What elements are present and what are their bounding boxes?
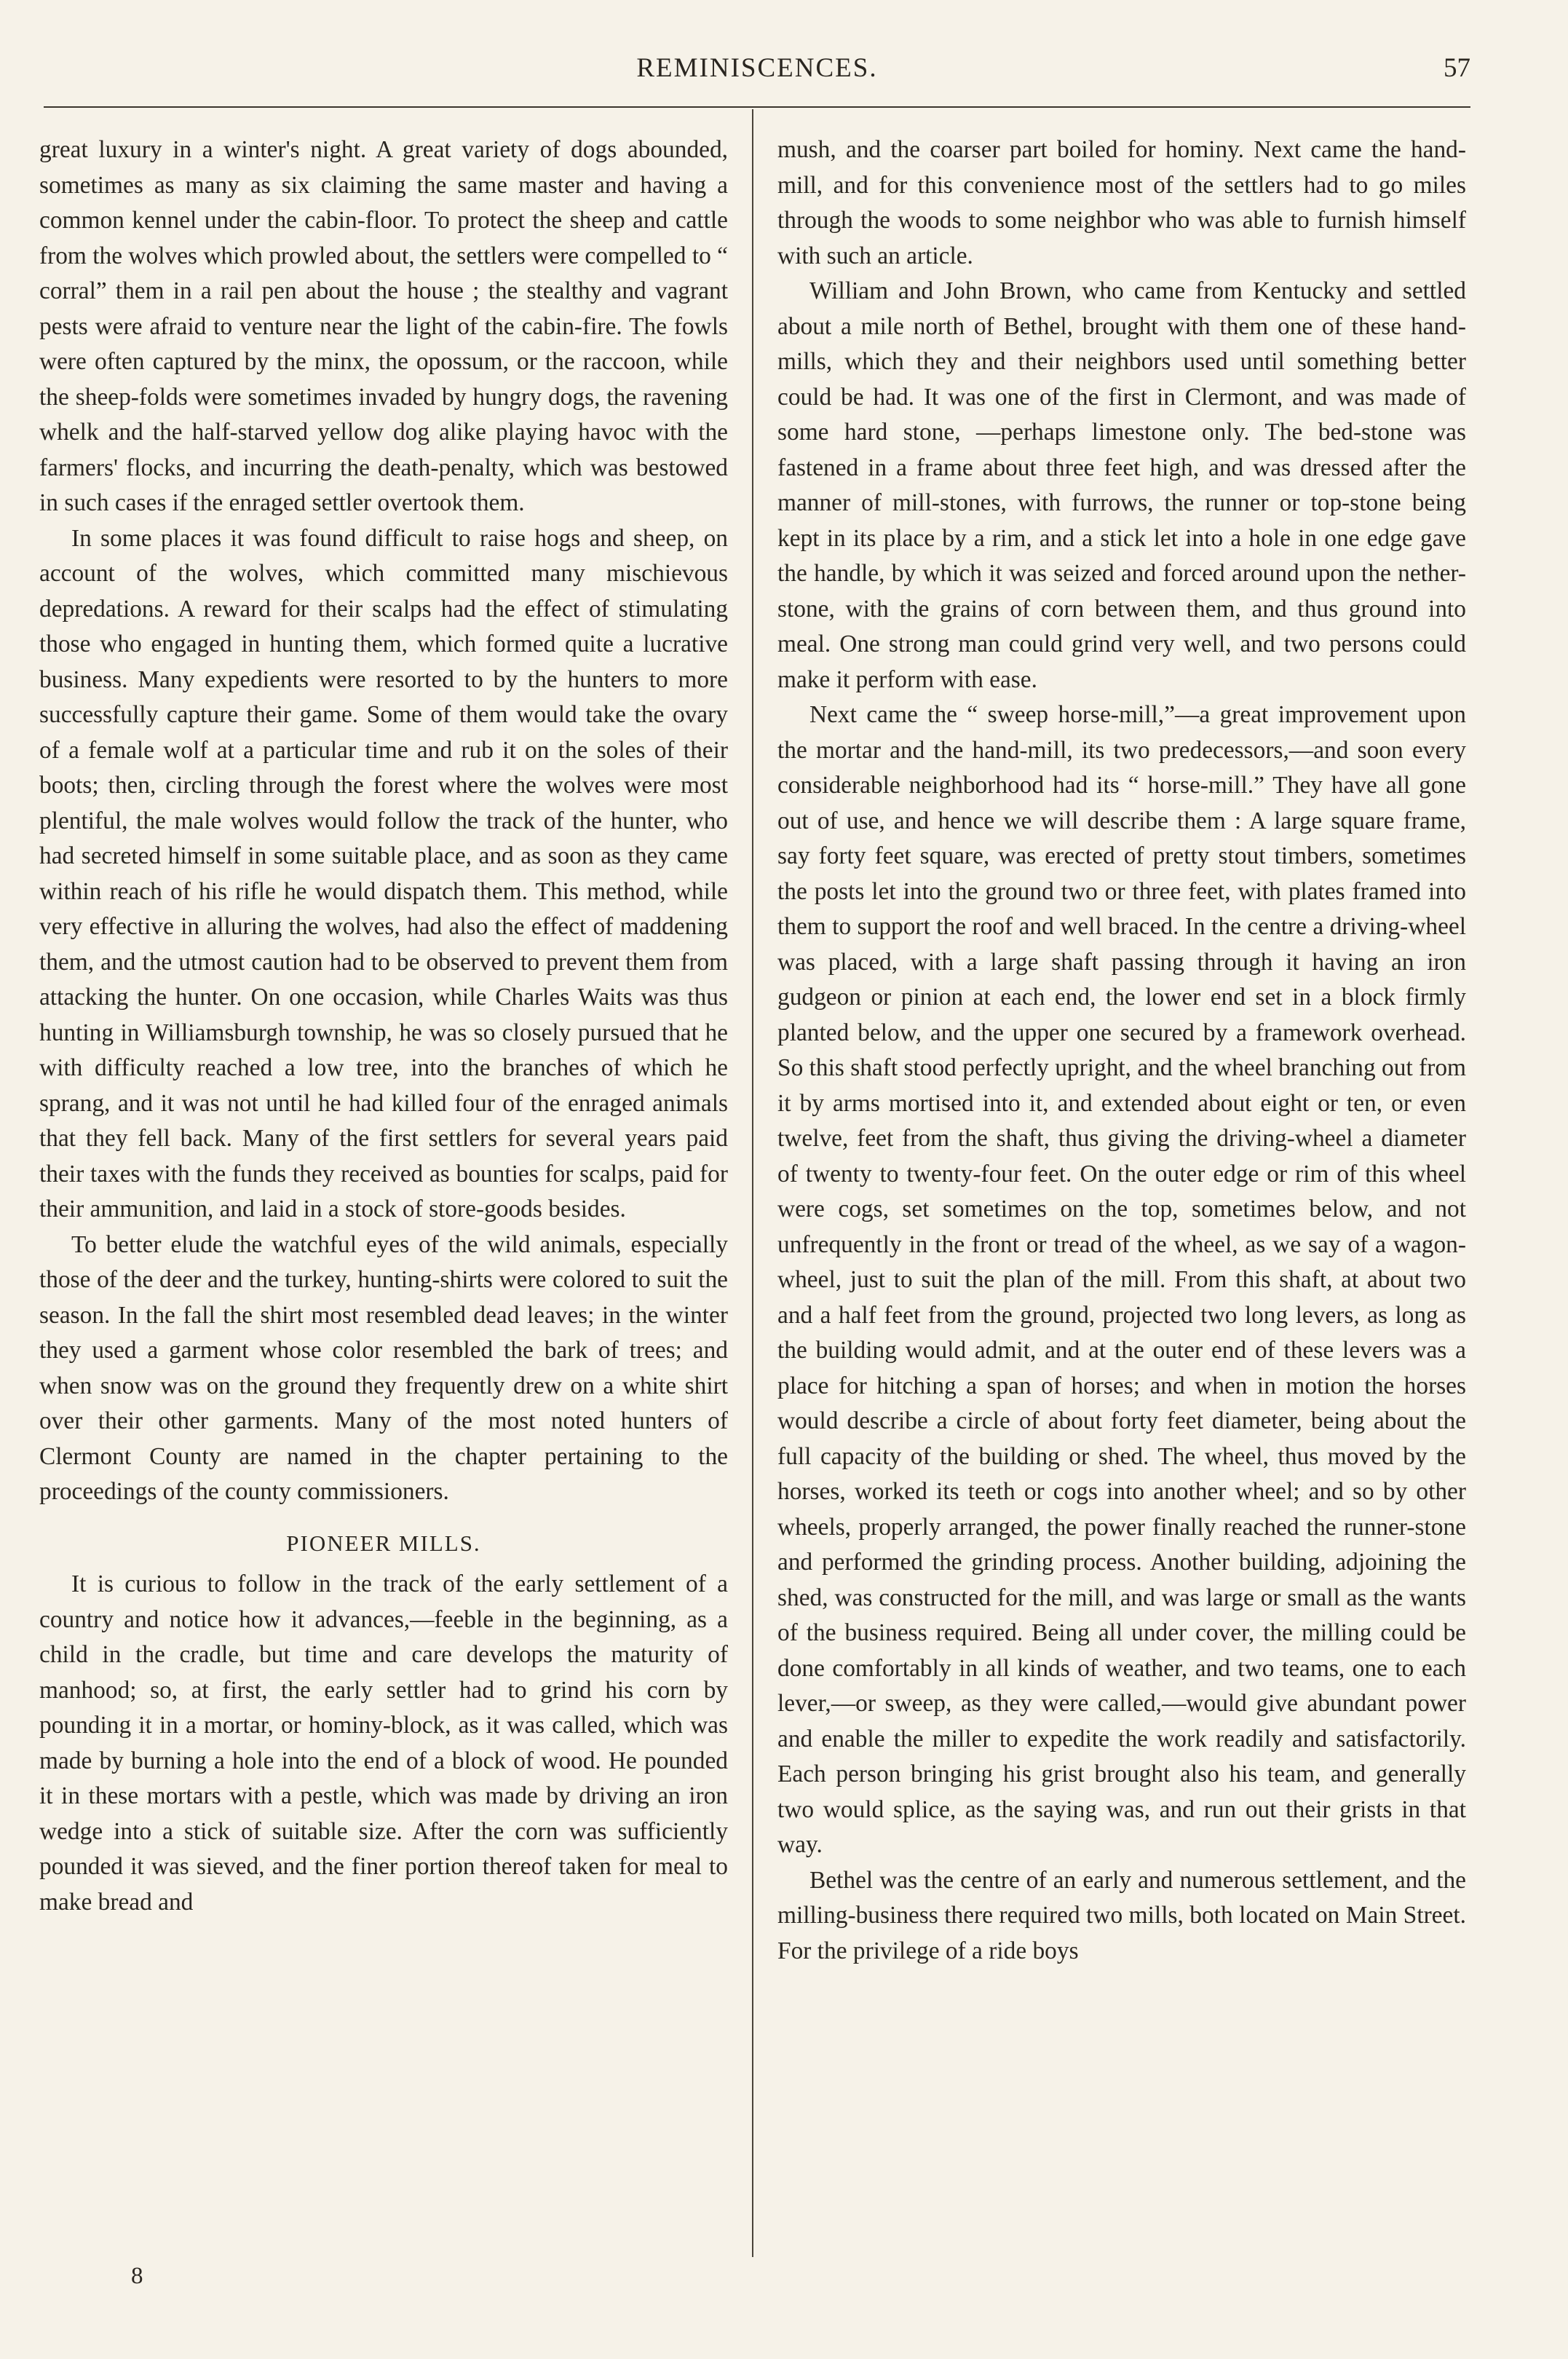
running-head: REMINISCENCES. xyxy=(636,53,878,83)
signature-mark: 8 xyxy=(131,2263,143,2289)
paragraph: To better elude the watchful eyes of the wild animals, especially those of the deer and the turkey, hunting-shirts were colored to suit the season. In the fall the shirt most resembled dead leaves; in the winter they used a garment whose color resembled the bark of trees; and when snow was on the ground they frequently drew on a white shirt over their other garments. Many of the most noted hunters of Clermont County are named in the chapter pertaining to the proceedings of the county commissioners. xyxy=(39,1230,728,1505)
paragraph: It is curious to follow in the track of the early settlement of a country and notice how it advances,—feeble in the beginning, as a child in the cradle, but time and care develops the maturity of manhood; so, at first, the early settler had to grind his corn by pounding it in a mortar, or hominy-block, as it was called, which was made by burning a hole into the end of a block of wood. He pounded it in these mortars with a pestle, which was made by driving an iron wedge into a stick of suitable size. After the corn was sufficiently pounded it was sieved, and the finer portion thereof taken for meal to make bread and xyxy=(39,1570,728,1916)
left-column xyxy=(39,133,728,1920)
paragraph: In some places it was found difficult to raise hogs and sheep, on account of the wolves, which committed many mischievous depredations. A reward for their scalps had the effect of stimulating those who engaged in hunting them, which formed quite a lucrative business. Many expedients were resorted to by the hunters to more successfully capture their game. Some of them would take the ovary of a female wolf at a particular time and rub it on the soles of their boots; then, circling through the forest where the wolves were most plentiful, the male wolves would follow the track of the hunter, who had secreted himself in some suitable place, and as soon as they came within reach of his rifle he would dispatch them. This method, while very effective in alluring the wolves, had also the effect of maddening them, and the utmost caution had to be observed to prevent them from attacking the hunter. On one occasion, while Charles Waits was thus hunting in Williamsburgh township, he was so closely pursued that he with difficulty reached a low tree, into the branches of which he sprang, and it was not until he had killed four of the enraged animals that they fell back. Many of the first settlers for several years paid their taxes with the funds they received as bounties for scalps, paid for their ammunition, and laid in a stock of store-goods besides. xyxy=(39,524,728,1222)
paragraph: Bethel was the centre of an early and numerous settlement, and the milling-business there required two mills, both located on Main Street. For the privilege of a ride boys xyxy=(777,1866,1466,1964)
header-rule xyxy=(44,106,1470,108)
page-number: 57 xyxy=(1444,53,1470,83)
column-divider xyxy=(752,109,753,2257)
paragraph: great luxury in a winter's night. A great variety of dogs abounded, sometimes as many as six claiming the same master and having a common kennel under the cabin-floor. To protect the sheep and cattle from the wolves which prowled about, the settlers were compelled to “ corral” them in a rail pen about the house ; the stealthy and vagrant pests were afraid to venture near the light of the cabin-fire. The fowls were often captured by the minx, the opossum, or the raccoon, while the sheep-folds were sometimes invaded by hungry dogs, the ravening whelk and the half-starved yellow dog alike playing havoc with the farmers' flocks, and incurring the death-penalty, which was bestowed in such cases if the enraged settler overtook them. xyxy=(39,136,728,516)
paragraph: mush, and the coarser part boiled for hominy. Next came the hand-mill, and for this convenience most of the settlers had to go miles through the woods to some neighbor who was able to furnish himself with such an article. xyxy=(777,136,1466,269)
right-column xyxy=(777,133,1466,1969)
paragraph: Next came the “ sweep horse-mill,”—a great improvement upon the mortar and the hand-mill, its two predecessors,—and soon every considerable neighborhood had its “ horse-mill.” They have all gone out of use, and hence we will describe them : A large square frame, say forty feet square, was erected of pretty stout timbers, sometimes the posts let into the ground two or three feet, with plates framed into them to support the roof and well braced. In the centre a driving-wheel was placed, with a large shaft passing through it having an iron gudgeon or pinion at each end, the lower end set in a block firmly planted below, and the upper one secured by a framework overhead. So this shaft stood perfectly upright, and the wheel branching out from it by arms mortised into it, and extended about eight or ten, or even twelve, feet from the shaft, thus giving the driving-wheel a diameter of twenty to twenty-four feet. On the outer edge or rim of this wheel were cogs, set sometimes on the top, sometimes below, and not unfrequently in the front or tread of the wheel, as we say of a wagon-wheel, just to suit the plan of the mill. From this shaft, at about two and a half feet from the ground, projected two long levers, as long as the building would admit, and at the outer end of these levers was a place for hitching a span of horses; and when in motion the horses would describe a circle of about forty feet diameter, being about the full capacity of the building or shed. The wheel, thus moved by the horses, worked its teeth or cogs into another wheel; and so by other wheels, properly arranged, the power finally reached the runner-stone and performed the grinding process. Another building, adjoining the shed, was constructed for the mill, and was large or small as the wants of the business required. Being all under cover, the milling could be done comfortably in all kinds of weather, and two teams, one to each lever,—or sweep, as they were called,—would give abundant power and enable the miller to expedite the work readily and satisfactorily. Each person bringing his grist brought also his team, and generally two would splice, as the saying was, and run out their grists in that way. xyxy=(777,701,1466,1858)
page-header xyxy=(44,52,1470,96)
section-heading: PIONEER MILLS. xyxy=(286,1530,481,1556)
paragraph: William and John Brown, who came from Kentucky and settled about a mile north of Bethel, brought with them one of these hand-mills, which they and their neighbors used until something better could be had. It was one of the first in Clermont, and was made of some hard stone, —perhaps limestone only. The bed-stone was fastened in a frame about three feet high, and was dressed after the manner of mill-stones, with furrows, the runner or top-stone being kept in its place by a rim, and a stick let into a hole in one edge gave the handle, by which it was seized and forced around upon the nether-stone, with the grains of corn between them, and thus ground into meal. One strong man could grind very well, and two persons could make it perform with ease. xyxy=(777,277,1466,693)
